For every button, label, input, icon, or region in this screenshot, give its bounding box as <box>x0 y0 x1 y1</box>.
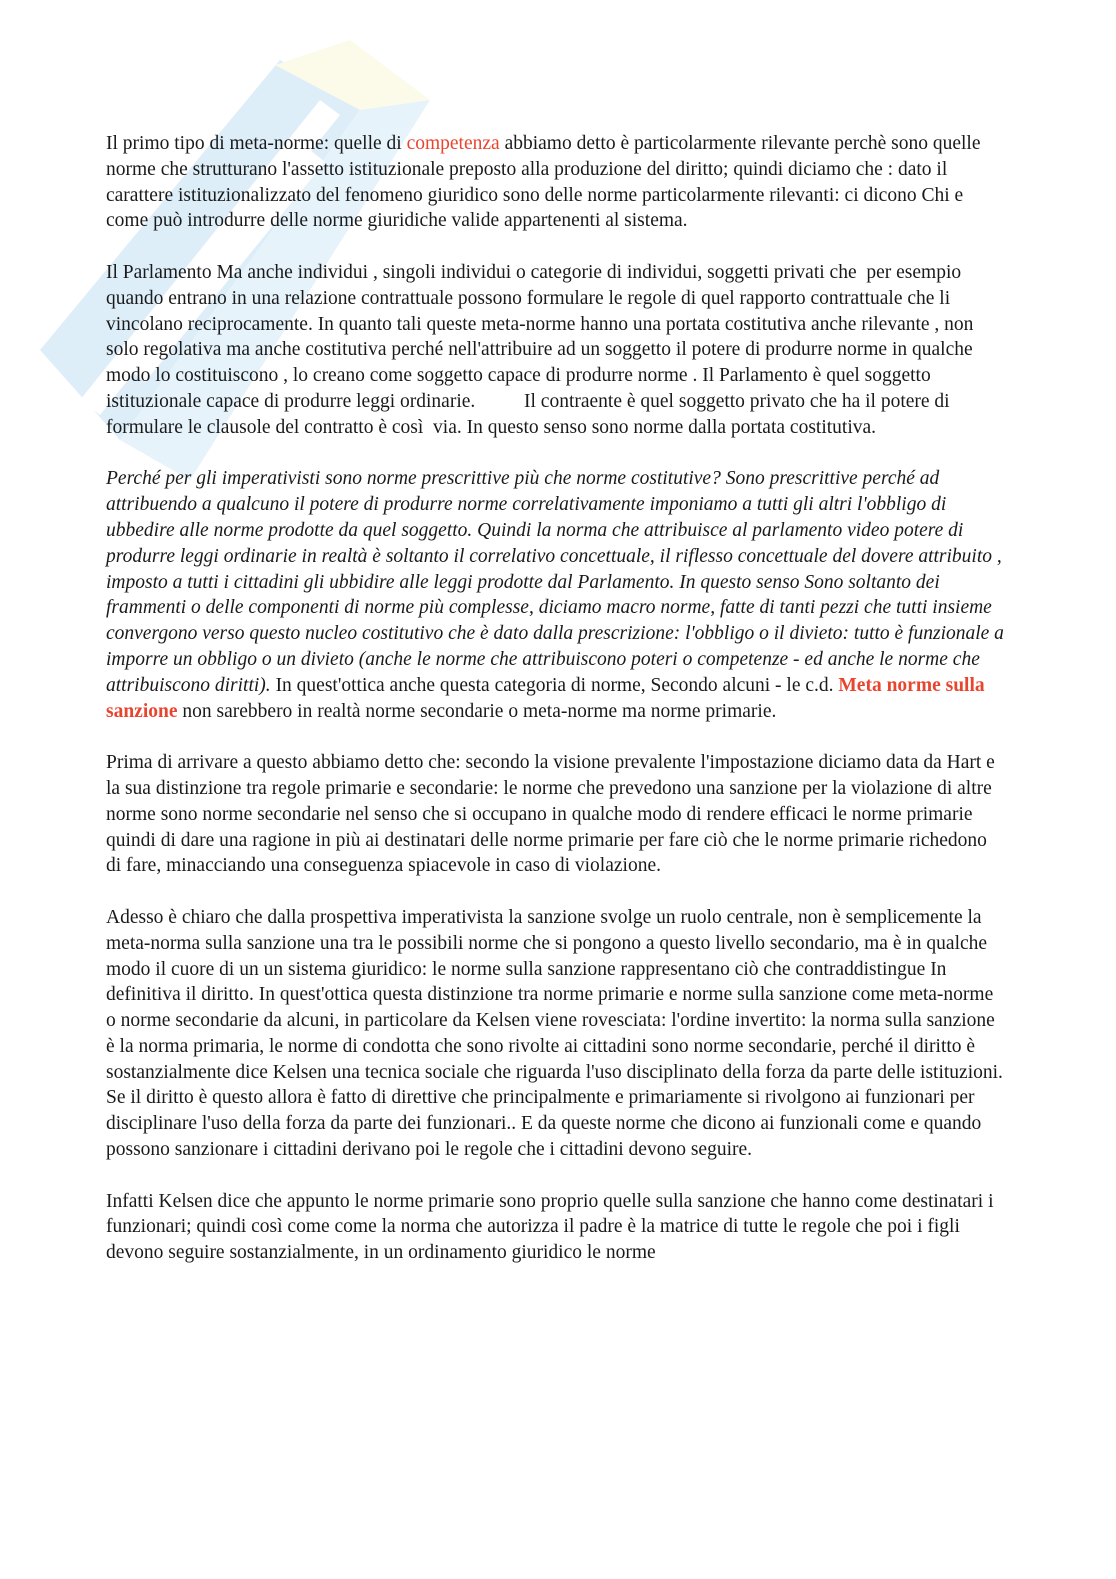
paragraph-competenza <box>106 131 1006 234</box>
paragraph-3-italic-text: Perché per gli imperativisti sono norme prescrittive più che norme costitutive? Sono prescrittive perché ad attribuendo a qualcuno il potere di produrre norme correlativamente imponiamo a tutti gli altri l'obbligo di ubbedire alle norme prodotte da quel soggetto. Quindi la norma che attribuisce al parlamento video potere di produrre leggi ordinarie in realtà è soltanto il correlativo concettuale, il riflesso concettuale del dovere attribuito , imposto a tutti i cittadini gli ubbidire alle leggi prodotte dal Parlamento. In questo senso Sono soltanto dei frammenti o delle componenti di norme più complesse, diciamo macro norme, fatte di tanti pezzi che tutti insieme convergono verso questo nucleo costitutivo che è dato dalla prescrizione: l'obbligo o il divieto: tutto è funzionale a imporre un obbligo o un divieto (anche le norme che attribuiscono poteri o competenze - ed anche le norme che attribuiscono diritti). <box>106 468 1004 696</box>
paragraph-3-text-a: In quest'ottica anche questa categoria di norme, Secondo alcuni - le c.d. <box>270 674 839 696</box>
paragraph-3-text-b: non sarebbero in realtà norme secondarie o meta-norme ma norme primarie. <box>177 700 777 722</box>
paragraph-1-text-b: abbiamo detto è particolarmente rilevante perchè sono quelle norme che strutturano l'assetto istituzionale preposto alla produzione del diritto; quindi diciamo che : dato il carattere istituzionalizzato del fenomeno giuridico sono delle norme particolarmente rilevanti: ci dicono Chi e come può introdurre delle norme giuridiche valide appartenenti al sistema. <box>106 133 981 232</box>
paragraph-1-text-a: Il primo tipo di meta-norme: quelle di <box>106 133 407 154</box>
paragraph-parlamento: Il Parlamento Ma anche individui , singoli individui o categorie di individui, soggetti privati che per esempio quando entrano in una relazione contrattuale possono formulare le regole di quel rapporto contrattuale che li vincolano reciprocamente. In quanto tali queste meta-norme hanno una portata costitutiva anche rilevante , non solo regolativa ma anche costitutiva perché nell'attribuire ad un soggetto il potere di produrre norme in qualche modo lo costituiscono , lo creano come soggetto capace di produrre norme . Il Parlamento è quel soggetto istituzionale capace di produrre leggi ordinarie. Il contraente è quel soggetto privato che ha il potere di formulare le clausole del contratto è così via. In questo senso sono norme dalla portata costitutiva. <box>106 261 979 438</box>
paragraph-imperativisti <box>106 466 1006 724</box>
paragraph-funzionari: Infatti Kelsen dice che appunto le norme primarie sono proprio quelle sulla sanzione che hanno come destinatari i funzionari; quindi così come come la norma che autorizza il padre è la matrice di tutte le regole che poi i figli devono seguire sostanzialmente, in un ordinamento giuridico le norme <box>106 1190 994 1264</box>
paragraph-kelsen: Adesso è chiaro che dalla prospettiva imperativista la sanzione svolge un ruolo centrale, non è semplicemente la meta-norma sulla sanzione una tra le possibili norme che si pongono a questo livello secondario, ma è in qualche modo il cuore di un un sistema giuridico: le norme sulla sanzione rappresentano ciò che contraddistingue In definitiva il diritto. In quest'ottica questa distinzione tra norme primarie e norme sulla sanzione come meta-norme o norme secondarie da alcuni, in particolare da Kelsen viene rovesciata: l'ordine invertito: la norma sulla sanzione è la norma primaria, le norme di condotta che sono rivolte ai cittadini sono norme secondarie, perché il diritto è sostanzialmente dice Kelsen una tecnica sociale che riguarda l'uso disciplinato della forza da parte delle istituzioni. Se il diritto è questo allora è fatto di direttive che principalmente e primariamente si rivolgono ai funzionari per disciplinare l'uso della forza da parte dei funzionari.. E da queste norme che dicono ai funzionali come e quando possono sanzionare i cittadini derivano poi le regole che i cittadini devono seguire. <box>106 906 1003 1161</box>
competenza-highlight: competenza <box>406 133 500 154</box>
paragraph-hart: Prima di arrivare a questo abbiamo detto che: secondo la visione prevalente l'impostazione diciamo data da Hart e la sua distinzione tra regole primarie e secondarie: le norme che prevedono una sanzione per la violazione di altre norme sono norme secondarie nel senso che si occupano in qualche modo di rendere efficaci le norme primarie quindi di dare una ragione in più ai destinatari delle norme primarie per fare ciò che le norme primarie richedono di fare, minacciando una conseguenza spiacevole in caso di violazione. <box>106 752 995 877</box>
document-page <box>106 131 1006 1292</box>
meta-norme-sanzione-highlight: Meta norme sulla sanzione <box>106 674 985 722</box>
